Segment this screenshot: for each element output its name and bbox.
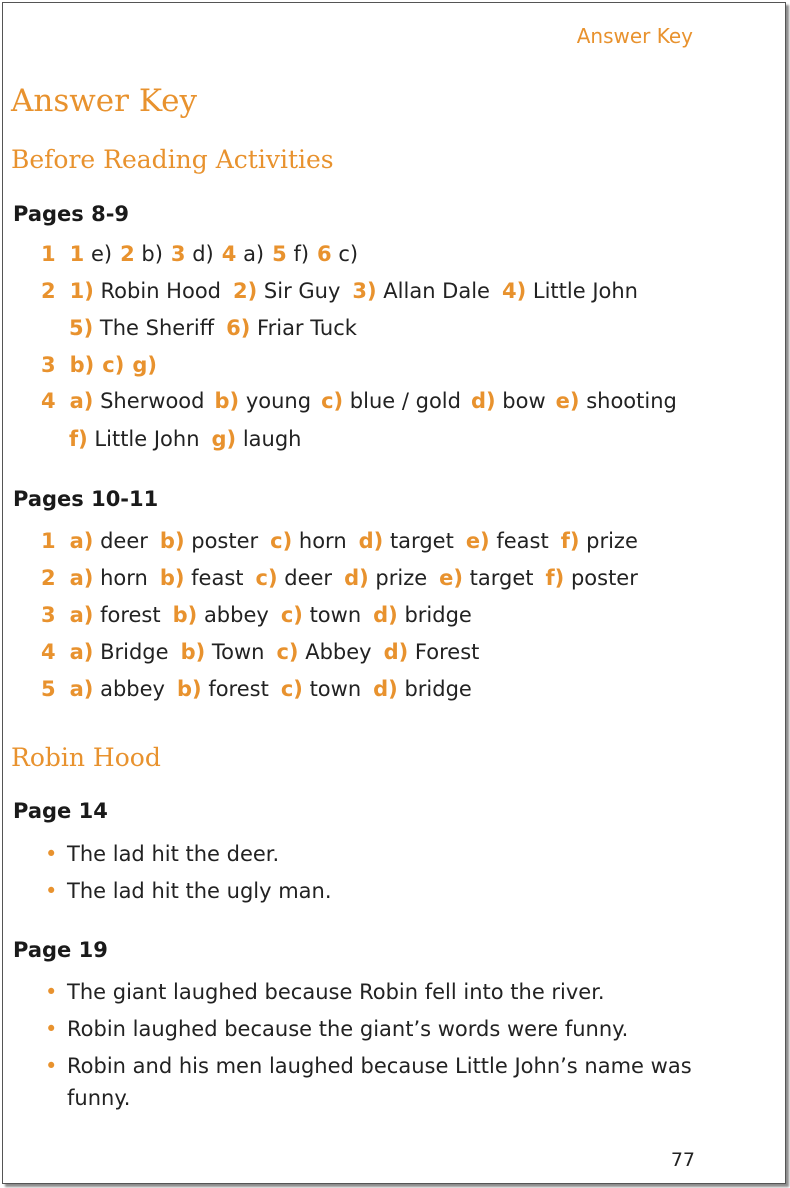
answer-text: The Sheriff xyxy=(99,316,215,340)
answer-text: Little John xyxy=(532,279,638,303)
answer-marker: 3) xyxy=(352,279,377,303)
answer-marker: f) xyxy=(545,566,565,590)
question-number: 2 xyxy=(41,279,56,303)
answer-marker: c) xyxy=(276,640,299,664)
bullet-dot: • xyxy=(45,980,58,1004)
answer-10-11-row xyxy=(41,640,479,664)
bullet-text: Robin and his men laughed because Little John’s name was funny. xyxy=(67,1054,692,1110)
question-number: 4 xyxy=(41,640,56,664)
answer-marker: f) xyxy=(69,427,88,451)
question-number: 1 xyxy=(41,529,56,553)
answer-text: Abbey xyxy=(305,640,372,664)
answer-marker: 6 xyxy=(317,242,332,266)
answer-text: deer xyxy=(284,566,333,590)
answer-text: town xyxy=(309,603,362,627)
answer-marker: d) xyxy=(383,640,409,664)
answer-text: prize xyxy=(375,566,428,590)
answer-text: feast xyxy=(496,529,549,553)
answer-marker: c) xyxy=(321,389,344,413)
answer-marker: a) xyxy=(69,640,94,664)
answer-marker: e) xyxy=(439,566,463,590)
section-before-reading: Before Reading Activities xyxy=(11,145,334,174)
answer-marker: c) xyxy=(280,603,303,627)
answer-text: Sir Guy xyxy=(263,279,341,303)
answer-text: Forest xyxy=(414,640,480,664)
answer-marker: c) xyxy=(270,529,293,553)
answer-text: target xyxy=(469,566,534,590)
heading-page-14: Page 14 xyxy=(13,799,108,823)
answer-text: prize xyxy=(586,529,638,553)
bullet-item xyxy=(45,976,725,1008)
answer-marker: b) xyxy=(159,529,185,553)
answer-marker: b) xyxy=(159,566,185,590)
answer-marker: 2) xyxy=(233,279,258,303)
answer-marker: g) xyxy=(132,353,157,377)
answer-10-11-row xyxy=(41,677,472,701)
bullet-dot: • xyxy=(45,879,58,903)
answer-text: e) xyxy=(90,242,113,266)
heading-pages-8-9: Pages 8-9 xyxy=(13,202,130,226)
answer-marker: c) xyxy=(280,677,303,701)
heading-page-19: Page 19 xyxy=(13,938,108,962)
answer-marker: 1 xyxy=(69,242,85,266)
question-number: 4 xyxy=(41,389,56,413)
answer-marker: 1) xyxy=(69,279,94,303)
question-number: 3 xyxy=(41,353,56,377)
answer-marker: e) xyxy=(555,389,580,413)
answer-marker: f) xyxy=(560,529,580,553)
answer-marker: 5 xyxy=(272,242,287,266)
answer-text: forest xyxy=(100,603,161,627)
question-number: 2 xyxy=(41,566,56,590)
answer-8-9-q4 xyxy=(41,389,677,413)
bullet-item xyxy=(45,838,725,870)
answer-text: c) xyxy=(338,242,359,266)
answer-marker: a) xyxy=(69,566,94,590)
page-number: 77 xyxy=(670,1149,695,1171)
answer-marker: b) xyxy=(176,677,202,701)
answer-text: Allan Dale xyxy=(383,279,490,303)
answer-text: poster xyxy=(570,566,638,590)
answer-text: bridge xyxy=(404,677,472,701)
answer-8-9-q2-cont xyxy=(69,316,357,340)
question-number: 3 xyxy=(41,603,56,627)
answer-text: b) xyxy=(141,242,163,266)
answer-text: forest xyxy=(208,677,269,701)
answer-8-9-q4-cont xyxy=(69,427,302,451)
answer-10-11-row xyxy=(41,566,638,590)
bullet-item xyxy=(45,875,725,907)
answer-text: young xyxy=(245,389,312,413)
answer-text: town xyxy=(309,677,362,701)
bullet-item xyxy=(45,1013,725,1045)
answer-text: f) xyxy=(293,242,310,266)
answer-marker: a) xyxy=(69,603,94,627)
answer-text: Little John xyxy=(94,427,200,451)
answer-text: horn xyxy=(298,529,347,553)
answer-marker: 4 xyxy=(221,242,237,266)
answer-marker: b) xyxy=(214,389,240,413)
answer-text: abbey xyxy=(203,603,269,627)
answer-text: d) xyxy=(192,242,214,266)
answer-text: Friar Tuck xyxy=(257,316,357,340)
answer-marker: 5) xyxy=(69,316,94,340)
answer-marker: b) xyxy=(180,640,206,664)
answer-text: Town xyxy=(211,640,265,664)
question-number: 5 xyxy=(41,677,56,701)
answer-text: laugh xyxy=(242,427,302,451)
answer-text: bow xyxy=(502,389,546,413)
answer-text: shooting xyxy=(586,389,677,413)
bullet-text: Robin laughed because the giant’s words were funny. xyxy=(67,1017,629,1041)
answer-text: target xyxy=(389,529,454,553)
answer-marker: c) xyxy=(102,353,125,377)
answer-text: feast xyxy=(191,566,244,590)
answer-marker: b) xyxy=(69,353,95,377)
answer-marker: g) xyxy=(211,427,237,451)
answer-text: Robin Hood xyxy=(100,279,221,303)
answer-text: Sherwood xyxy=(100,389,205,413)
bullet-dot: • xyxy=(45,1054,58,1078)
bullet-text: The lad hit the ugly man. xyxy=(67,879,332,903)
answer-key-page xyxy=(2,2,786,1184)
answer-marker: a) xyxy=(69,529,94,553)
answer-8-9-q2 xyxy=(41,279,638,303)
answer-marker: b) xyxy=(172,603,198,627)
answer-8-9-q3 xyxy=(41,353,157,377)
answer-marker: d) xyxy=(373,603,398,627)
answer-text: horn xyxy=(100,566,148,590)
answer-marker: 4) xyxy=(501,279,527,303)
bullet-item xyxy=(45,1050,725,1114)
answer-text: Bridge xyxy=(100,640,169,664)
answer-text: deer xyxy=(100,529,148,553)
answer-text: blue / gold xyxy=(349,389,461,413)
answer-marker: e) xyxy=(465,529,490,553)
heading-pages-10-11: Pages 10-11 xyxy=(13,487,159,511)
answer-10-11-row xyxy=(41,529,638,553)
bullet-dot: • xyxy=(45,842,58,866)
answer-8-9-q1 xyxy=(41,242,358,266)
answer-text: poster xyxy=(191,529,259,553)
answer-10-11-row xyxy=(41,603,472,627)
section-robin-hood: Robin Hood xyxy=(11,743,161,772)
answer-marker: 3 xyxy=(170,242,186,266)
answer-marker: 2 xyxy=(120,242,135,266)
answer-marker: c) xyxy=(255,566,278,590)
answer-text: bridge xyxy=(404,603,472,627)
running-header: Answer Key xyxy=(576,24,693,48)
answer-marker: a) xyxy=(69,389,94,413)
answer-text: a) xyxy=(243,242,265,266)
bullet-dot: • xyxy=(45,1017,58,1041)
answer-marker: d) xyxy=(373,677,398,701)
answer-marker: d) xyxy=(358,529,384,553)
answer-text: abbey xyxy=(100,677,165,701)
page-title: Answer Key xyxy=(11,83,197,119)
answer-marker: a) xyxy=(69,677,94,701)
answer-marker: d) xyxy=(470,389,496,413)
answer-marker: 6) xyxy=(226,316,251,340)
bullet-text: The giant laughed because Robin fell into the river. xyxy=(67,980,605,1004)
answer-marker: d) xyxy=(344,566,369,590)
question-number: 1 xyxy=(41,242,56,266)
bullet-text: The lad hit the deer. xyxy=(67,842,280,866)
